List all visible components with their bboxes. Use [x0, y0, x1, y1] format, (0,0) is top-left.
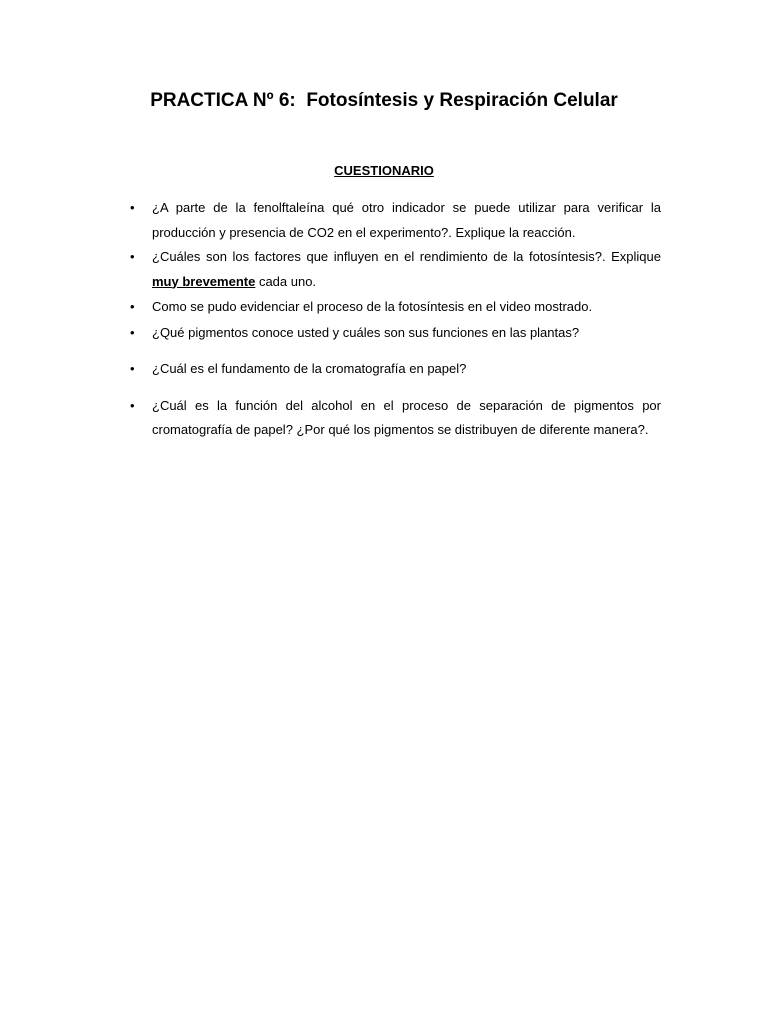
question-text-before: ¿Cuáles son los factores que influyen en el rendimiento de la fotosíntesis?. Explique: [152, 249, 661, 264]
question-item-2: [130, 245, 661, 294]
section-heading: CUESTIONARIO: [334, 163, 434, 178]
question-text: [152, 249, 661, 289]
question-text: ¿Qué pigmentos conoce usted y cuáles son sus funciones en las plantas?: [152, 324, 580, 340]
bullet-icon: •: [130, 324, 135, 340]
question-item-4: [130, 321, 661, 346]
question-text: ¿Cuál es la función del alcohol en el proceso de separación de pigmentos por cromatografía de papel? ¿Por qué los pigmentos se distribuyen de diferente manera?.: [152, 397, 661, 437]
question-list: [130, 196, 661, 443]
question-text-after: cada uno.: [255, 273, 317, 289]
bullet-icon: •: [130, 200, 135, 215]
question-emphasis: muy brevemente: [152, 273, 256, 289]
question-item-1: [130, 196, 661, 245]
page-title: PRACTICA Nº 6: Fotosíntesis y Respiración Celular: [150, 90, 618, 111]
bullet-icon: •: [130, 361, 135, 376]
question-text: ¿Cuál es el fundamento de la cromatografía en papel?: [152, 361, 467, 376]
question-item-3: [130, 295, 661, 320]
bullet-icon: •: [130, 249, 135, 264]
bullet-icon: •: [130, 299, 135, 314]
question-item-6: [130, 394, 661, 443]
question-text: ¿A parte de la fenolftaleína qué otro indicador se puede utilizar para verificar la producción y presencia de CO2 en el experimento?. Explique la reacción.: [152, 200, 661, 240]
question-text: Como se pudo evidenciar el proceso de la fotosíntesis en el video mostrado.: [152, 299, 593, 314]
question-item-5: [130, 357, 661, 382]
bullet-icon: •: [130, 397, 135, 413]
